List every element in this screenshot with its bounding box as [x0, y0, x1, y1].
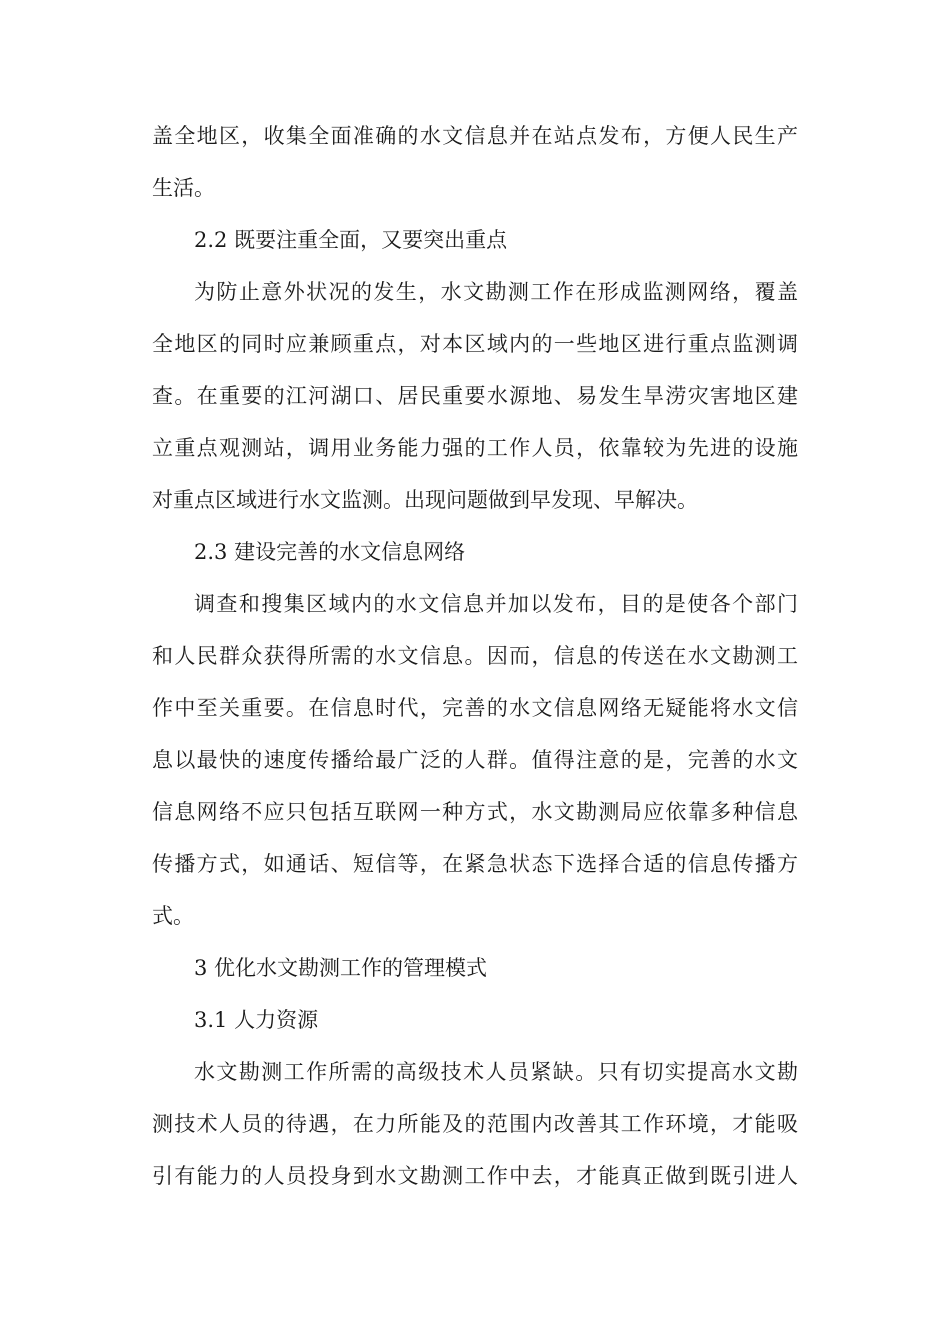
text-line: 作中至关重要。在信息时代，完善的水文信息网络无疑能将水文信: [152, 696, 798, 720]
text-line: 和人民群众获得所需的水文信息。因而，信息的传送在水文勘测工: [152, 644, 798, 668]
text-line: 传播方式，如通话、短信等，在紧急状态下选择合适的信息传播方: [152, 852, 798, 876]
section-heading-3: 3 优化水文勘测工作的管理模式: [194, 956, 488, 980]
text-line: 查。在重要的江河湖口、居民重要水源地、易发生旱涝灾害地区建: [152, 384, 798, 408]
text-line-paragraph-start: 为防止意外状况的发生，水文勘测工作在形成监测网络，覆盖: [194, 280, 798, 304]
section-heading-2-2: 2.2 既要注重全面，又要突出重点: [194, 228, 508, 252]
text-line-paragraph-end: 生活。: [152, 176, 215, 200]
text-line: 立重点观测站，调用业务能力强的工作人员，依靠较为先进的设施: [152, 436, 798, 460]
text-line: 信息网络不应只包括互联网一种方式，水文勘测局应依靠多种信息: [152, 800, 798, 824]
text-line-paragraph-start: 调查和搜集区域内的水文信息并加以发布，目的是使各个部门: [194, 592, 798, 616]
text-line: 测技术人员的待遇，在力所能及的范围内改善其工作环境，才能吸: [152, 1112, 798, 1136]
text-line-paragraph-end: 对重点区域进行水文监测。出现问题做到早发现、早解决。: [152, 488, 698, 512]
text-line: 引有能力的人员投身到水文勘测工作中去，才能真正做到既引进人: [152, 1164, 798, 1188]
text-line-paragraph-start: 水文勘测工作所需的高级技术人员紧缺。只有切实提高水文勘: [194, 1060, 798, 1084]
text-line: 息以最快的速度传播给最广泛的人群。值得注意的是，完善的水文: [152, 748, 798, 772]
text-line-paragraph-end: 式。: [152, 904, 194, 928]
section-heading-2-3: 2.3 建设完善的水文信息网络: [194, 540, 466, 564]
text-line: 全地区的同时应兼顾重点，对本区域内的一些地区进行重点监测调: [152, 332, 798, 356]
section-heading-3-1: 3.1 人力资源: [194, 1008, 319, 1032]
text-line-paragraph-continuation: 盖全地区，收集全面准确的水文信息并在站点发布，方便人民生产: [152, 124, 798, 148]
